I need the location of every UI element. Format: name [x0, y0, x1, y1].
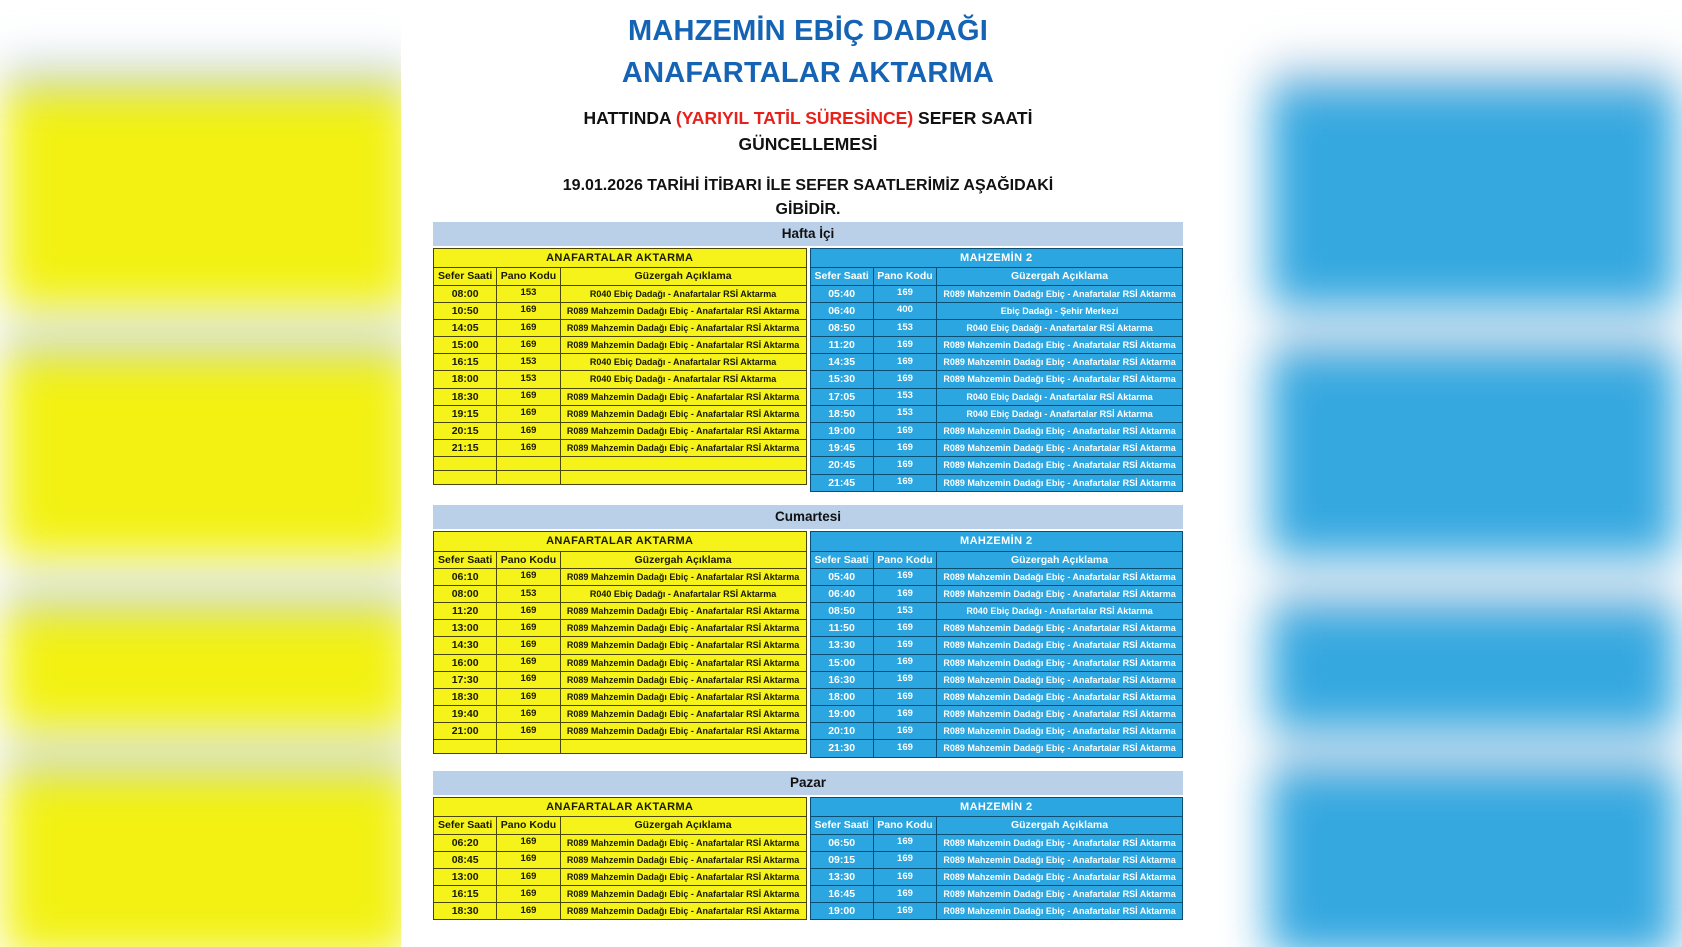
trip-time: 17:05: [810, 388, 873, 405]
panel-code: 169: [497, 388, 560, 405]
panel-code: 169: [873, 723, 936, 740]
day-label: Cumartesi: [433, 505, 1183, 529]
day-section: [433, 222, 1183, 492]
route-description: R040 Ebiç Dadağı - Anafartalar RSİ Aktarma: [560, 585, 806, 602]
panel-code: 169: [497, 440, 560, 457]
table-row: [434, 285, 807, 302]
table-row: [434, 568, 807, 585]
schedule-sections: [401, 222, 1215, 921]
route-description: R089 Mahzemin Dadağı Ebiç - Anafartalar RSİ Aktarma: [560, 603, 806, 620]
route-description: R040 Ebiç Dadağı - Anafartalar RSİ Aktarma: [937, 405, 1183, 422]
route-description: R089 Mahzemin Dadağı Ebiç - Anafartalar RSİ Aktarma: [560, 868, 806, 885]
trip-time: 06:50: [810, 834, 873, 851]
route-description: R089 Mahzemin Dadağı Ebiç - Anafartalar RSİ Aktarma: [560, 440, 806, 457]
table-row: [810, 603, 1183, 620]
route-description: R040 Ebiç Dadağı - Anafartalar RSİ Aktarma: [937, 603, 1183, 620]
trip-time: 06:40: [810, 302, 873, 319]
trip-time: 13:00: [434, 620, 497, 637]
panel-code: 169: [873, 886, 936, 903]
table-row: [434, 620, 807, 637]
route-description: R040 Ebiç Dadağı - Anafartalar RSİ Aktarma: [560, 354, 806, 371]
trip-time: 16:15: [434, 354, 497, 371]
route-description: R089 Mahzemin Dadağı Ebiç - Anafartalar RSİ Aktarma: [937, 740, 1183, 757]
panel-code: 169: [873, 654, 936, 671]
table-row: [434, 868, 807, 885]
column-header-code: Pano Kodu: [497, 268, 560, 285]
table-row: [810, 285, 1183, 302]
subtitle-line-2: GÜNCELLEMESİ: [738, 134, 878, 155]
column-header-desc: Güzergah Açıklama: [937, 551, 1183, 568]
trip-time: 08:00: [434, 585, 497, 602]
trip-time: 14:05: [434, 319, 497, 336]
route-description: R040 Ebiç Dadağı - Anafartalar RSİ Aktarma: [937, 388, 1183, 405]
trip-time: 13:30: [810, 868, 873, 885]
table-row: [434, 851, 807, 868]
table-row: [810, 371, 1183, 388]
route-description: R089 Mahzemin Dadağı Ebiç - Anafartalar RSİ Aktarma: [560, 637, 806, 654]
table-row: [810, 620, 1183, 637]
panel-code: 169: [873, 474, 936, 491]
column-header-time: Sefer Saati: [810, 817, 873, 834]
panel-code: 169: [497, 422, 560, 439]
table-row: [810, 474, 1183, 491]
table-row: [810, 706, 1183, 723]
trip-time: 21:30: [810, 740, 873, 757]
table-row: [434, 471, 807, 485]
direction-heading: MAHZEMİN 2: [810, 797, 1183, 817]
route-description: R089 Mahzemin Dadağı Ebiç - Anafartalar RSİ Aktarma: [560, 903, 806, 920]
direction-pair: [433, 797, 1183, 921]
trip-time: 18:30: [434, 688, 497, 705]
table-row: [434, 723, 807, 740]
panel-code: 169: [497, 886, 560, 903]
panel-code: 169: [497, 654, 560, 671]
trip-time: 20:45: [810, 457, 873, 474]
panel-code: 169: [497, 706, 560, 723]
column-header-desc: Güzergah Açıklama: [560, 268, 806, 285]
column-header-code: Pano Kodu: [497, 817, 560, 834]
panel-code: 169: [873, 637, 936, 654]
route-description: R089 Mahzemin Dadağı Ebiç - Anafartalar RSİ Aktarma: [560, 388, 806, 405]
table-row: [434, 388, 807, 405]
route-description: R089 Mahzemin Dadağı Ebiç - Anafartalar RSİ Aktarma: [937, 568, 1183, 585]
trip-time: 13:30: [810, 637, 873, 654]
trip-time: 08:50: [810, 319, 873, 336]
table-row: [810, 688, 1183, 705]
route-description: R089 Mahzemin Dadağı Ebiç - Anafartalar RSİ Aktarma: [937, 671, 1183, 688]
direction-pair: [433, 248, 1183, 492]
trip-time: 15:00: [810, 654, 873, 671]
column-header-time: Sefer Saati: [434, 817, 497, 834]
route-description: R089 Mahzemin Dadağı Ebiç - Anafartalar RSİ Aktarma: [937, 637, 1183, 654]
column-header-time: Sefer Saati: [810, 268, 873, 285]
table-row: [810, 671, 1183, 688]
trip-time: 18:50: [810, 405, 873, 422]
route-description: R089 Mahzemin Dadağı Ebiç - Anafartalar RSİ Aktarma: [560, 671, 806, 688]
trip-time: [434, 740, 497, 754]
trip-time: [434, 471, 497, 485]
table-row: [810, 440, 1183, 457]
day-section: [433, 771, 1183, 921]
route-description: R089 Mahzemin Dadağı Ebiç - Anafartalar RSİ Aktarma: [937, 337, 1183, 354]
trip-time: 08:00: [434, 285, 497, 302]
table-row: [810, 834, 1183, 851]
panel-code: 169: [873, 285, 936, 302]
panel-code: 169: [497, 405, 560, 422]
timetable: [433, 531, 807, 755]
panel-code: 169: [497, 637, 560, 654]
table-row: [434, 903, 807, 920]
table-row: [810, 568, 1183, 585]
panel-code: 169: [873, 903, 936, 920]
panel-code: 169: [873, 371, 936, 388]
direction-heading: ANAFARTALAR AKTARMA: [434, 248, 807, 268]
panel-code: 169: [497, 337, 560, 354]
panel-code: 169: [873, 671, 936, 688]
route-description: R089 Mahzemin Dadağı Ebiç - Anafartalar RSİ Aktarma: [560, 654, 806, 671]
route-description: R089 Mahzemin Dadağı Ebiç - Anafartalar RSİ Aktarma: [937, 585, 1183, 602]
panel-code: 169: [497, 851, 560, 868]
panel-code: 169: [873, 585, 936, 602]
trip-time: 16:00: [434, 654, 497, 671]
trip-time: 15:30: [810, 371, 873, 388]
timetable: [810, 248, 1184, 492]
route-description: R089 Mahzemin Dadağı Ebiç - Anafartalar RSİ Aktarma: [937, 422, 1183, 439]
route-description: R089 Mahzemin Dadağı Ebiç - Anafartalar RSİ Aktarma: [560, 688, 806, 705]
direction-table-left: [433, 797, 807, 921]
background-right-panel: [1207, 0, 1682, 947]
table-row: [434, 706, 807, 723]
route-description: R089 Mahzemin Dadağı Ebiç - Anafartalar RSİ Aktarma: [937, 474, 1183, 491]
route-description: Ebiç Dadağı - Şehir Merkezi: [937, 302, 1183, 319]
route-description: R089 Mahzemin Dadağı Ebiç - Anafartalar RSİ Aktarma: [937, 440, 1183, 457]
route-description: R089 Mahzemin Dadağı Ebiç - Anafartalar RSİ Aktarma: [937, 457, 1183, 474]
column-header-code: Pano Kodu: [497, 551, 560, 568]
route-description: R089 Mahzemin Dadağı Ebiç - Anafartalar RSİ Aktarma: [560, 834, 806, 851]
panel-code: 153: [873, 603, 936, 620]
trip-time: 06:40: [810, 585, 873, 602]
table-row: [434, 337, 807, 354]
date-line-2: GİBİDİR.: [775, 200, 841, 218]
column-header-desc: Güzergah Açıklama: [937, 817, 1183, 834]
route-description: R089 Mahzemin Dadağı Ebiç - Anafartalar RSİ Aktarma: [937, 654, 1183, 671]
trip-time: 19:00: [810, 706, 873, 723]
trip-time: 21:00: [434, 723, 497, 740]
table-row: [810, 302, 1183, 319]
day-label: Hafta İçi: [433, 222, 1183, 246]
trip-time: 10:50: [434, 302, 497, 319]
route-description: R089 Mahzemin Dadağı Ebiç - Anafartalar RSİ Aktarma: [937, 723, 1183, 740]
panel-code: 169: [497, 620, 560, 637]
column-header-time: Sefer Saati: [810, 551, 873, 568]
trip-time: 20:10: [810, 723, 873, 740]
panel-code: 169: [873, 851, 936, 868]
route-description: R089 Mahzemin Dadağı Ebiç - Anafartalar RSİ Aktarma: [937, 706, 1183, 723]
route-description: R089 Mahzemin Dadağı Ebiç - Anafartalar RSİ Aktarma: [560, 851, 806, 868]
route-description: R040 Ebiç Dadağı - Anafartalar RSİ Aktarma: [937, 319, 1183, 336]
panel-code: 169: [873, 834, 936, 851]
trip-time: 17:30: [434, 671, 497, 688]
panel-code: 153: [497, 354, 560, 371]
direction-table-left: [433, 531, 807, 758]
route-description: R089 Mahzemin Dadağı Ebiç - Anafartalar RSİ Aktarma: [560, 886, 806, 903]
panel-code: 169: [497, 671, 560, 688]
route-description: R089 Mahzemin Dadağı Ebiç - Anafartalar RSİ Aktarma: [937, 354, 1183, 371]
panel-code: 169: [873, 706, 936, 723]
panel-code: 153: [497, 285, 560, 302]
table-row: [810, 354, 1183, 371]
trip-time: 11:20: [434, 603, 497, 620]
route-description: R089 Mahzemin Dadağı Ebiç - Anafartalar RSİ Aktarma: [937, 886, 1183, 903]
table-row: [810, 388, 1183, 405]
panel-code: 400: [873, 302, 936, 319]
table-row: [434, 457, 807, 471]
route-description: R089 Mahzemin Dadağı Ebiç - Anafartalar RSİ Aktarma: [937, 834, 1183, 851]
trip-time: 18:30: [434, 388, 497, 405]
panel-code: 169: [873, 440, 936, 457]
date-line-1: 19.01.2026 TARİHİ İTİBARI İLE SEFER SAATLERİMİZ AŞAĞIDAKİ: [562, 176, 1054, 194]
route-description: R089 Mahzemin Dadağı Ebiç - Anafartalar RSİ Aktarma: [560, 706, 806, 723]
poster-header: [401, 0, 1215, 222]
table-row: [434, 354, 807, 371]
panel-code: 169: [873, 422, 936, 439]
direction-table-left: [433, 248, 807, 492]
panel-code: 153: [497, 585, 560, 602]
table-row: [810, 851, 1183, 868]
subtitle-highlight: (YARIYIL TATİL SÜRESİNCE): [675, 108, 914, 129]
timetable: [810, 531, 1184, 758]
direction-table-right: [810, 531, 1184, 758]
trip-time: 08:50: [810, 603, 873, 620]
panel-code: 169: [497, 868, 560, 885]
column-header-time: Sefer Saati: [434, 551, 497, 568]
panel-code: 169: [497, 302, 560, 319]
trip-time: 19:45: [810, 440, 873, 457]
panel-code: [497, 740, 560, 754]
timetable: [433, 797, 807, 921]
trip-time: 19:15: [434, 405, 497, 422]
trip-time: 06:10: [434, 568, 497, 585]
direction-pair: [433, 531, 1183, 758]
day-label: Pazar: [433, 771, 1183, 795]
route-description: R089 Mahzemin Dadağı Ebiç - Anafartalar RSİ Aktarma: [560, 302, 806, 319]
panel-code: 169: [497, 319, 560, 336]
route-description: R089 Mahzemin Dadağı Ebiç - Anafartalar RSİ Aktarma: [937, 903, 1183, 920]
route-description: R089 Mahzemin Dadağı Ebiç - Anafartalar RSİ Aktarma: [560, 405, 806, 422]
table-row: [810, 405, 1183, 422]
trip-time: 06:20: [434, 834, 497, 851]
trip-time: 11:50: [810, 620, 873, 637]
panel-code: 169: [873, 868, 936, 885]
table-row: [810, 723, 1183, 740]
trip-time: 18:30: [434, 903, 497, 920]
table-row: [810, 886, 1183, 903]
trip-time: 14:35: [810, 354, 873, 371]
table-row: [434, 319, 807, 336]
table-row: [810, 585, 1183, 602]
panel-code: 169: [873, 740, 936, 757]
panel-code: 169: [497, 688, 560, 705]
page-title-line-1: MAHZEMİN EBİÇ DADAĞI: [627, 15, 989, 47]
panel-code: 169: [873, 568, 936, 585]
column-header-desc: Güzergah Açıklama: [560, 817, 806, 834]
route-description: R040 Ebiç Dadağı - Anafartalar RSİ Aktarma: [560, 371, 806, 388]
trip-time: 15:00: [434, 337, 497, 354]
panel-code: 169: [497, 723, 560, 740]
route-description: R089 Mahzemin Dadağı Ebiç - Anafartalar RSİ Aktarma: [560, 568, 806, 585]
panel-code: 169: [873, 688, 936, 705]
trip-time: 16:45: [810, 886, 873, 903]
trip-time: 18:00: [434, 371, 497, 388]
trip-time: 19:00: [810, 903, 873, 920]
table-row: [810, 457, 1183, 474]
table-row: [434, 637, 807, 654]
direction-table-right: [810, 797, 1184, 921]
panel-code: 169: [497, 568, 560, 585]
table-row: [810, 422, 1183, 439]
panel-code: 169: [497, 834, 560, 851]
trip-time: 21:45: [810, 474, 873, 491]
column-header-time: Sefer Saati: [434, 268, 497, 285]
trip-time: [434, 457, 497, 471]
panel-code: 153: [873, 405, 936, 422]
trip-time: 05:40: [810, 285, 873, 302]
panel-code: 169: [873, 337, 936, 354]
trip-time: 20:15: [434, 422, 497, 439]
trip-time: 16:30: [810, 671, 873, 688]
column-header-desc: Güzergah Açıklama: [560, 551, 806, 568]
column-header-code: Pano Kodu: [873, 268, 936, 285]
day-section: [433, 505, 1183, 758]
panel-code: 169: [873, 354, 936, 371]
route-description: [560, 457, 806, 471]
route-description: R089 Mahzemin Dadağı Ebiç - Anafartalar RSİ Aktarma: [937, 868, 1183, 885]
panel-code: [497, 457, 560, 471]
panel-code: 169: [873, 620, 936, 637]
table-row: [810, 337, 1183, 354]
trip-time: 13:00: [434, 868, 497, 885]
column-header-code: Pano Kodu: [873, 817, 936, 834]
table-row: [434, 405, 807, 422]
table-row: [810, 868, 1183, 885]
panel-code: 169: [873, 457, 936, 474]
timetable: [810, 797, 1184, 921]
subtitle-line-1: [423, 105, 1193, 131]
route-description: R040 Ebiç Dadağı - Anafartalar RSİ Aktarma: [560, 285, 806, 302]
route-description: R089 Mahzemin Dadağı Ebiç - Anafartalar RSİ Aktarma: [560, 422, 806, 439]
table-row: [434, 671, 807, 688]
table-row: [434, 603, 807, 620]
panel-code: 153: [873, 319, 936, 336]
direction-heading: MAHZEMİN 2: [810, 248, 1183, 268]
route-description: R089 Mahzemin Dadağı Ebiç - Anafartalar RSİ Aktarma: [937, 620, 1183, 637]
table-row: [434, 440, 807, 457]
table-row: [434, 585, 807, 602]
route-description: R089 Mahzemin Dadağı Ebiç - Anafartalar RSİ Aktarma: [937, 851, 1183, 868]
trip-time: 19:00: [810, 422, 873, 439]
table-row: [810, 319, 1183, 336]
direction-heading: MAHZEMİN 2: [810, 531, 1183, 551]
table-row: [434, 654, 807, 671]
trip-time: 21:15: [434, 440, 497, 457]
table-row: [810, 903, 1183, 920]
timetable-poster: [401, 0, 1215, 947]
route-description: R089 Mahzemin Dadağı Ebiç - Anafartalar RSİ Aktarma: [560, 337, 806, 354]
route-description: R089 Mahzemin Dadağı Ebiç - Anafartalar RSİ Aktarma: [560, 620, 806, 637]
table-row: [434, 302, 807, 319]
route-description: [560, 471, 806, 485]
panel-code: 169: [497, 903, 560, 920]
route-description: R089 Mahzemin Dadağı Ebiç - Anafartalar RSİ Aktarma: [937, 371, 1183, 388]
table-row: [434, 886, 807, 903]
subtitle-prefix: HATTINDA: [583, 108, 676, 129]
panel-code: 153: [497, 371, 560, 388]
panel-code: 153: [873, 388, 936, 405]
trip-time: 16:15: [434, 886, 497, 903]
route-description: R089 Mahzemin Dadağı Ebiç - Anafartalar RSİ Aktarma: [560, 319, 806, 336]
table-row: [810, 654, 1183, 671]
trip-time: 14:30: [434, 637, 497, 654]
column-header-code: Pano Kodu: [873, 551, 936, 568]
route-description: R089 Mahzemin Dadağı Ebiç - Anafartalar RSİ Aktarma: [937, 285, 1183, 302]
column-header-desc: Güzergah Açıklama: [937, 268, 1183, 285]
panel-code: 169: [497, 603, 560, 620]
trip-time: 19:40: [434, 706, 497, 723]
direction-heading: ANAFARTALAR AKTARMA: [434, 797, 807, 817]
page-title-line-2: ANAFARTALAR AKTARMA: [621, 57, 995, 90]
direction-table-right: [810, 248, 1184, 492]
trip-time: 05:40: [810, 568, 873, 585]
subtitle-suffix: SEFER SAATİ: [913, 108, 1033, 129]
route-description: R089 Mahzemin Dadağı Ebiç - Anafartalar RSİ Aktarma: [937, 688, 1183, 705]
trip-time: 18:00: [810, 688, 873, 705]
table-row: [434, 371, 807, 388]
direction-heading: ANAFARTALAR AKTARMA: [434, 531, 807, 551]
trip-time: 09:15: [810, 851, 873, 868]
timetable: [433, 248, 807, 486]
trip-time: 08:45: [434, 851, 497, 868]
table-row: [810, 740, 1183, 757]
table-row: [434, 422, 807, 439]
route-description: R089 Mahzemin Dadağı Ebiç - Anafartalar RSİ Aktarma: [560, 723, 806, 740]
table-row: [434, 688, 807, 705]
panel-code: [497, 471, 560, 485]
trip-time: 11:20: [810, 337, 873, 354]
table-row: [434, 740, 807, 754]
route-description: [560, 740, 806, 754]
table-row: [434, 834, 807, 851]
table-row: [810, 637, 1183, 654]
